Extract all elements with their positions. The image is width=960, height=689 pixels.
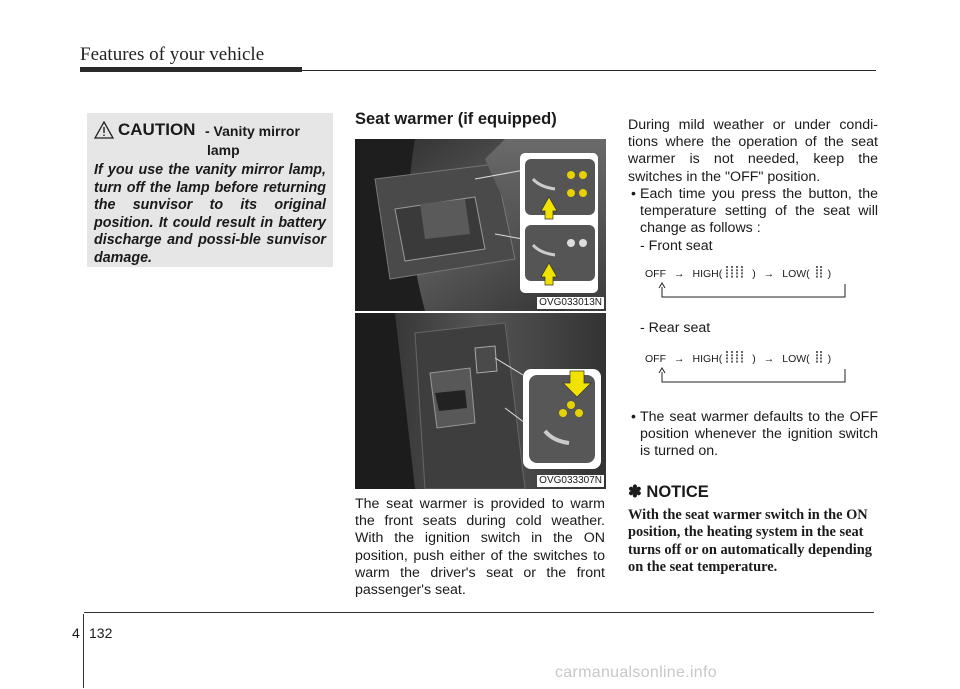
seq-low: LOW(	[782, 267, 810, 280]
seq-arrow: →	[763, 267, 775, 280]
seq-close: )	[752, 267, 756, 280]
caution-subject-line2: lamp	[207, 142, 240, 158]
cycle-return-arrow	[645, 281, 855, 303]
rear-seat-sequence	[645, 350, 875, 390]
section-header: Features of your vehicle	[80, 44, 265, 65]
seq-arrow: →	[763, 352, 775, 365]
caution-box	[87, 113, 333, 267]
seq-close: )	[827, 267, 832, 280]
caution-word: CAUTION	[118, 120, 196, 139]
caution-body: If you use the vanity mirror lamp, turn off the lamp before returning the sunvisor to its original position. It could result in battery discharge and possi-ble sunvisor damage.	[94, 162, 326, 266]
seq-arrow: →	[674, 267, 685, 280]
seq-high: HIGH(	[692, 352, 723, 365]
front-seat-switch-photo	[355, 139, 606, 311]
front-seat-label: - Front seat	[640, 238, 713, 254]
chapter-number: 4	[72, 625, 80, 641]
front-seat-sequence	[645, 265, 875, 305]
seq-high: HIGH(	[692, 267, 723, 280]
figure2-code: OVG033307N	[539, 475, 602, 486]
heat-high-icon	[724, 350, 750, 367]
seq-off: OFF	[645, 267, 666, 280]
cycle-return-arrow	[645, 366, 855, 388]
seq-arrow: →	[674, 352, 685, 365]
heat-low-icon	[812, 265, 826, 282]
seq-close: )	[752, 352, 756, 365]
seat-warmer-body: The seat warmer is provided to warm the front seats during cold weather. With the ignition switch in the ON position, push either of the switches to warm the driver's seat or the front passenger's seat.	[355, 496, 605, 599]
bullet-setting-change-text: Each time you press the button, the temperature setting of the seat will change as follows :	[640, 186, 878, 237]
header-rule-thick	[80, 67, 302, 72]
watermark: carmanualsonline.info	[555, 664, 717, 681]
figure1-code: OVG033013N	[539, 297, 602, 308]
mild-weather-paragraph: During mild weather or under condi-tions where the operation of the seat warmer is not needed, keep the switches in the "OFF" position.	[628, 117, 878, 185]
footer-divider	[83, 614, 84, 688]
seq-off: OFF	[645, 352, 666, 365]
footer-rule	[84, 612, 874, 613]
seq-close: )	[827, 352, 832, 365]
header-rule-thin	[302, 70, 876, 71]
seat-warmer-title: Seat warmer (if equipped)	[355, 110, 557, 128]
heat-high-icon	[724, 265, 750, 282]
notice-title: ✽ NOTICE	[628, 483, 709, 501]
seq-low: LOW(	[782, 352, 810, 365]
heat-low-icon	[812, 350, 826, 367]
rear-seat-label: - Rear seat	[640, 320, 711, 336]
bullet-default-off-text: The seat warmer defaults to the OFF position whenever the ignition switch is turned on.	[640, 409, 878, 460]
warning-triangle-icon	[94, 121, 114, 143]
caution-subject-line1: - Vanity mirror	[205, 123, 300, 139]
notice-body: With the seat warmer switch in the ON position, the heating system in the seat turns off or on automatically depending on the seat temperature.	[628, 507, 872, 575]
page-number: 132	[89, 625, 113, 641]
rear-seat-switch-photo	[355, 313, 606, 489]
